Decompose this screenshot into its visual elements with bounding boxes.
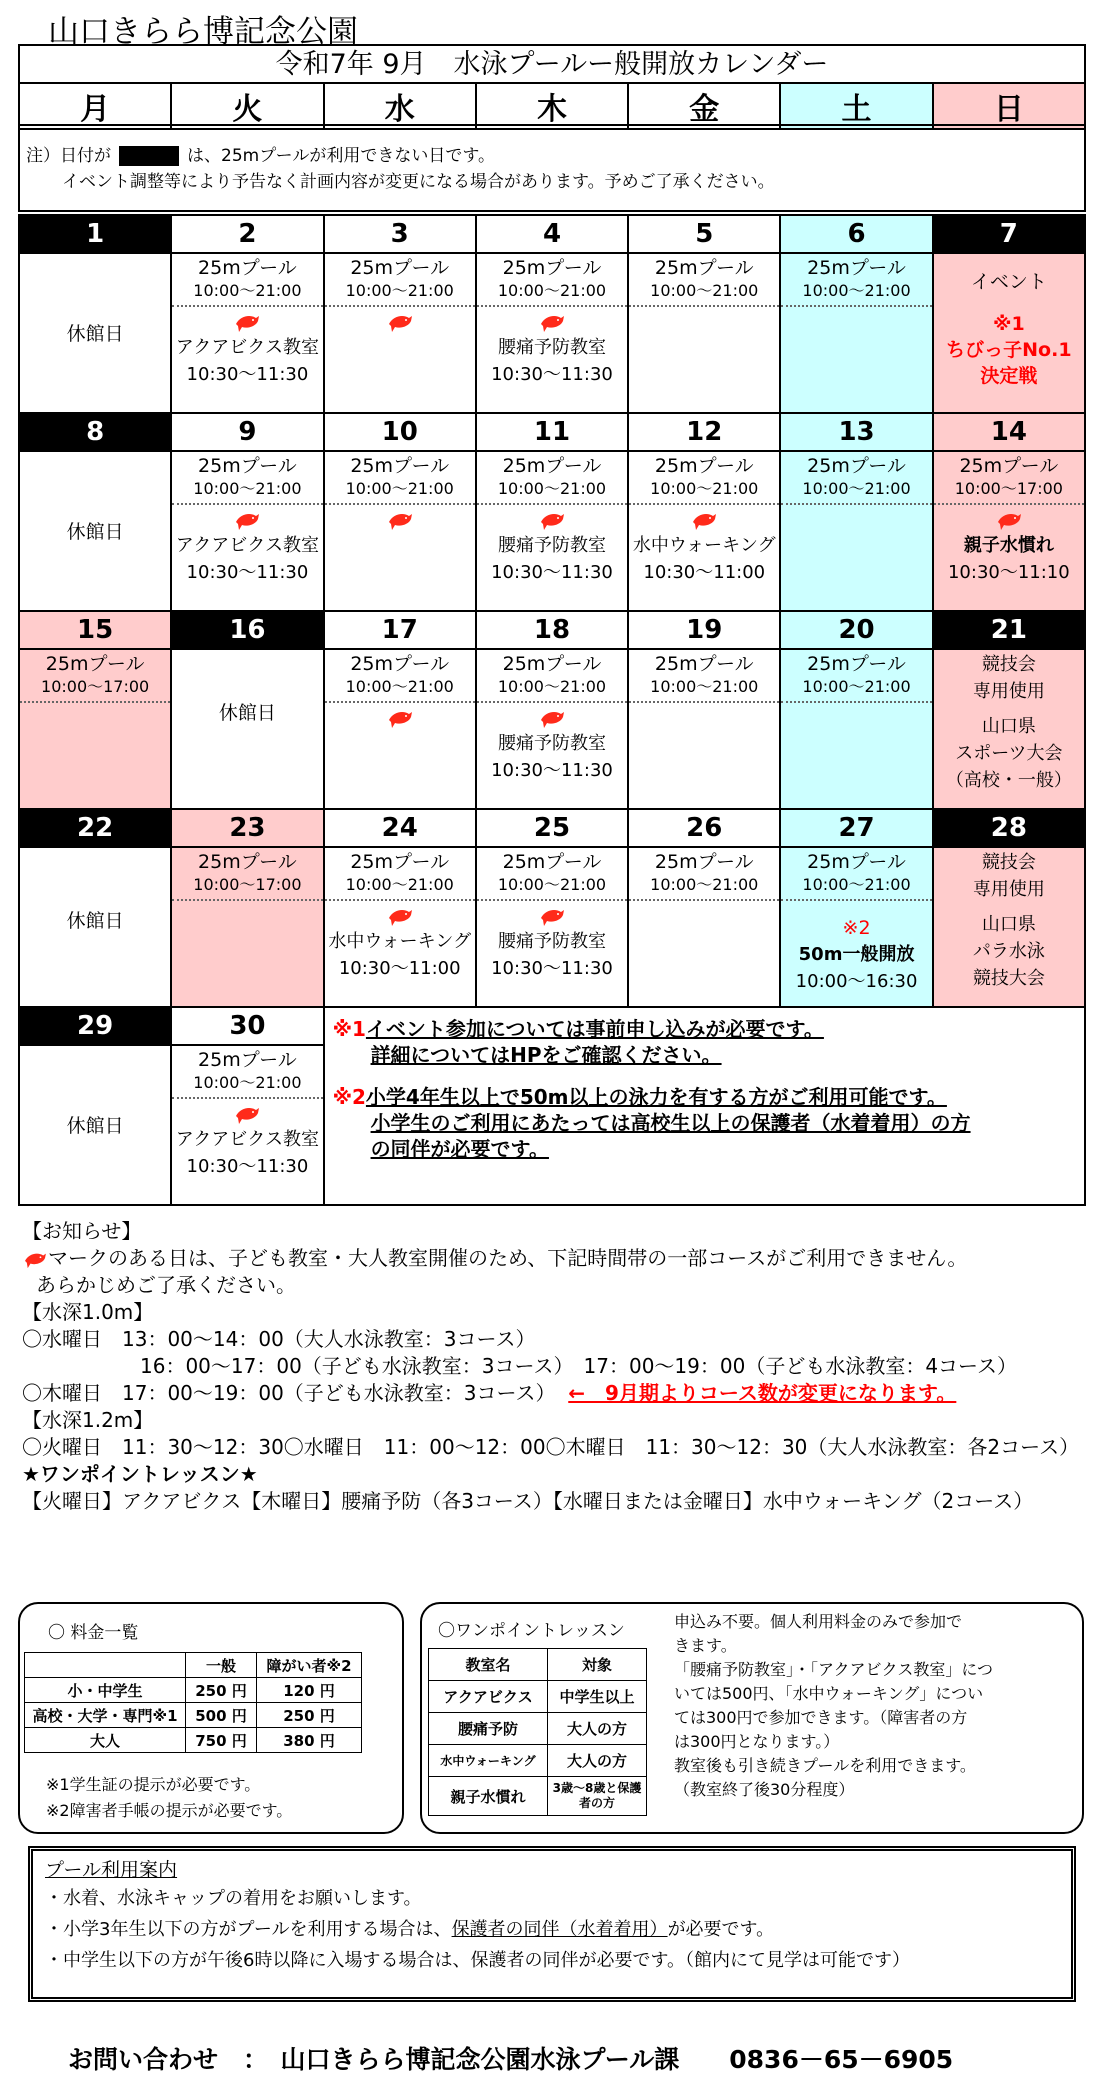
guide-line3: ・中学生以下の方が午後6時以降に入場する場合は、保護者の同伴が必要です。（館内にて見学は可能です） [45,1950,911,1971]
pool-time: 10:00〜21:00 [781,677,931,703]
dolphin-icon [996,510,1022,532]
pool-label: 25mプール [502,851,602,873]
event-name-line2: パラ水泳 [972,941,1045,962]
class-name: 腰痛予防教室 [497,535,606,556]
calendar-grid [18,214,1086,1206]
notice-box [18,124,1086,212]
class-name: 腰痛予防教室 [497,733,606,754]
pool-label: 25mプール [350,851,450,873]
pool-label: 25mプール [350,653,450,675]
op-header: 対象 [548,1649,647,1681]
day-cell [933,451,1085,611]
day-cell [171,649,323,809]
calendar-title: 令和7年 9月 水泳プールー般開放カレンダー [18,44,1086,84]
fee-note2: ※2障害者手帳の提示が必要です。 [46,1801,293,1820]
day-cell [324,847,476,1007]
day-cell [476,649,628,809]
class-name: アクアビクス教室 [175,1129,320,1150]
class-name: 腰痛予防教室 [497,931,606,952]
onepoint-desc-line: （教室終了後30分程度） [674,1780,855,1799]
black-legend-swatch [119,146,179,166]
day-number: 28 [933,809,1085,847]
notice-section [22,1218,1079,1515]
day-number: 5 [628,215,780,253]
op-header: 教室名 [429,1649,548,1681]
pool-time: 10:00〜21:00 [172,479,322,505]
day-cell [780,451,932,611]
day-number: 27 [780,809,932,847]
pool-label: 25mプール [654,257,754,279]
dolphin-icon [387,708,413,730]
day-number: 22 [19,809,171,847]
onepoint-desc-line: いては500円、「水中ウォーキング」につい [674,1684,984,1703]
day-number: 6 [780,215,932,253]
day-cell [476,451,628,611]
pool-time: 10:00〜21:00 [477,479,627,505]
day-cell [780,649,932,809]
event-name-line1: 山口県 [981,716,1036,737]
pool-time: 10:00〜21:00 [629,479,779,505]
dolphin-icon [387,906,413,928]
fee-disabled: 380 円 [257,1728,362,1753]
day-number: 1 [19,215,171,253]
event-name-line1: ちびっ子No.1 [946,339,1072,361]
onepoint-description [674,1610,1074,1802]
day-cell [19,451,171,611]
pool-time: 10:00〜21:00 [325,281,475,307]
pool-time: 10:00〜17:00 [172,875,322,901]
pool-label: 25mプール [198,257,297,279]
day-cell [324,649,476,809]
pool-guide-box [28,1846,1076,2002]
pool-label: 25mプール [807,653,906,675]
day-number: 14 [933,413,1085,451]
pool-label: 25mプール [807,455,906,477]
contact-info: お問い合わせ ： 山口きらら博記念公園水泳プール課 0836－65－6905 [68,2045,954,2074]
fee-title: 〇 料金一覧 [48,1623,139,1643]
pool-label: 25mプール [198,851,297,873]
class-time: 10:30〜11:30 [491,562,613,583]
pool-time: 10:00〜21:00 [781,281,931,307]
day-cell [19,649,171,809]
competition-label: 競技会 [981,654,1036,675]
fee-category: 大人 [25,1728,186,1753]
day-number: 3 [324,215,476,253]
onepoint-desc-line: ては300円で参加できます。（障害者の方 [674,1708,968,1727]
onepoint-table [428,1648,647,1816]
day-number: 25 [476,809,628,847]
pool-time: 10:00〜21:00 [477,875,627,901]
dolphin-icon [22,1250,48,1270]
footnotes [325,1008,1084,1162]
competition-sublabel: 専用使用 [972,879,1045,900]
pool-label: 25mプール [350,455,450,477]
fee-general: 500 円 [186,1703,257,1728]
op-class: 水中ウォーキング [429,1745,548,1777]
dolphin-icon [539,708,565,730]
day-cell [780,253,932,413]
footnote2-line3: の同伴が必要です。 [370,1137,549,1161]
day-cell [171,451,323,611]
dolphin-icon [234,312,260,334]
fee-header [25,1653,186,1678]
thu-schedule: 〇木曜日 17：00〜19：00（子ども水泳教室：3コース） [22,1381,556,1405]
class-name: アクアビクス教室 [175,535,320,556]
day-number: 18 [476,611,628,649]
class-time: 10:30〜11:10 [947,562,1070,583]
competition-sublabel: 専用使用 [972,681,1045,702]
class-time: 10:30〜11:00 [338,958,461,979]
day-number: 29 [19,1007,171,1045]
op-class: 腰痛予防 [429,1713,548,1745]
pool-time: 10:00〜21:00 [172,1073,322,1099]
event-name-line3: （高校・一般） [945,770,1072,791]
onepoint-detail: 【火曜日】アクアビクス【木曜日】腰痛予防（各3コース）【水曜日または金曜日】水中ウォーキング（2コース） [22,1489,1034,1513]
day-number: 8 [19,413,171,451]
pool-label: 25mプール [654,653,754,675]
day-cell [628,451,780,611]
day-cell [171,1045,323,1205]
event-name-line2: 決定戦 [980,365,1038,387]
class-name: 水中ウォーキング [328,931,472,952]
guide-line2a: ・小学3年生以下の方がプールを利用する場合は、 [45,1919,452,1940]
day-cell [171,847,323,1007]
dolphin-icon [539,510,565,532]
day-number: 10 [324,413,476,451]
weekday-tue: 火 [171,83,323,129]
event-note-mark: ※1 [992,313,1025,335]
fee-general: 750 円 [186,1728,257,1753]
fee-header: 一般 [186,1653,257,1678]
class-time: 10:30〜11:30 [186,1156,309,1177]
onepoint-desc-line: 教室後も引き続きプールを利用できます。 [674,1756,976,1775]
dolphin-icon [539,906,565,928]
day-number: 30 [171,1007,323,1045]
op-target: 大人の方 [548,1745,647,1777]
footnote2-line1: 小学4年生以上で50m以上の泳力を有する方がご利用可能です。 [365,1085,947,1109]
dolphin-icon [691,510,717,532]
notice-line1: マークのある日は、子ども教室・大人教室開催のため、下記時間帯の一部コースがご利用できません。 [48,1246,968,1270]
pool-label: 25mプール [502,257,602,279]
day-number: 26 [628,809,780,847]
op-target: 中学生以上 [548,1681,647,1713]
pool-time: 10:00〜21:00 [325,875,475,901]
closed-label: 休館日 [66,323,124,345]
event-name-line3: 競技大会 [972,968,1045,989]
day-cell [628,649,780,809]
class-time: 10:30〜11:00 [643,562,766,583]
day-number: 2 [171,215,323,253]
pool-time: 10:00〜21:00 [629,281,779,307]
pool-time: 10:00〜21:00 [477,281,627,307]
closed-label: 休館日 [66,521,124,543]
day-number: 21 [933,611,1085,649]
class-time: 10:30〜11:30 [491,364,613,385]
dolphin-icon [387,510,413,532]
pool-time: 10:00〜21:00 [781,875,931,901]
class-name: 親子水慣れ [963,535,1054,556]
dolphin-icon [234,510,260,532]
pool-label: 25mプール [502,653,602,675]
class-time: 10:30〜11:30 [491,958,613,979]
pool-label: 25mプール [807,851,906,873]
notice-pre: 注）日付が [26,146,111,166]
pool-label: 25mプール [502,455,602,477]
guide-line1: ・水着、水泳キャップの着用をお願いします。 [45,1888,422,1909]
footnote1-mark: ※1 [332,1017,366,1041]
pool-label: 25mプール [959,455,1059,477]
depth2-heading: 【水深1.2m】 [22,1408,154,1432]
weekday-sun: 日 [933,83,1085,129]
day-cell [476,847,628,1007]
event-name-line1: 山口県 [981,914,1036,935]
day-cell [628,253,780,413]
pool-time: 10:00〜21:00 [629,875,779,901]
guide-line2b: 保護者の同伴（水着着用） [451,1919,668,1940]
notice-post: は、25mプールが利用できない日です。 [187,146,495,166]
weekday-mon: 月 [19,83,171,129]
pool-label: 25mプール [350,257,450,279]
day-cell [933,649,1085,809]
facility-name: 山口きらら博記念公園 [48,14,358,50]
depth1-heading: 【水深1.0m】 [22,1300,154,1324]
footnote2-mark: ※2 [332,1085,366,1109]
day-number: 15 [19,611,171,649]
event-name-line2: スポーツ大会 [955,743,1063,764]
class-time: 10:30〜11:30 [186,364,309,385]
op-target: 大人の方 [548,1713,647,1745]
day-cell [780,847,932,1007]
footnote1-line2: 詳細についてはHPをご確認ください。 [370,1043,722,1067]
day-number: 19 [628,611,780,649]
class-time: 10:30〜11:30 [186,562,309,583]
pool-time: 10:00〜21:00 [172,281,322,307]
guide-line2c: が必要です。 [667,1919,775,1940]
pool-time: 10:00〜17:00 [20,677,170,703]
pool-time: 10:00〜21:00 [629,677,779,703]
notice-heading: 【お知らせ】 [22,1219,142,1243]
day-number: 11 [476,413,628,451]
onepoint-title: 〇ワンポイントレッスン [438,1621,625,1641]
fee-category: 小・中学生 [25,1678,186,1703]
op-class: アクアビクス [429,1681,548,1713]
class-name: 腰痛予防教室 [497,337,606,358]
class-name: アクアビクス教室 [175,337,320,358]
dolphin-icon [387,312,413,334]
fee-category: 高校・大学・専門※1 [25,1703,186,1728]
day-cell [476,253,628,413]
op-class: 親子水慣れ [429,1777,548,1816]
competition-label: 競技会 [981,852,1036,873]
notice-line2: あらかじめご了承ください。 [36,1273,296,1297]
pool50-time: 10:00〜16:30 [795,971,918,992]
day-number: 4 [476,215,628,253]
fee-general: 250 円 [186,1678,257,1703]
onepoint-desc-line: 「腰痛予防教室」・「アクアビクス教室」につ [674,1660,994,1679]
onepoint-desc-line: は300円となります。） [674,1732,840,1751]
pool-label: 25mプール [198,455,297,477]
guide-lines [45,1883,910,1976]
day-cell [19,253,171,413]
dolphin-icon [539,312,565,334]
day-number: 16 [171,611,323,649]
pool-label: 25mプール [198,1049,297,1071]
closed-label: 休館日 [66,1115,124,1137]
day-cell [628,847,780,1007]
pool-label: 25mプール [807,257,906,279]
weekday-header [18,82,1086,130]
weekday-sat: 土 [780,83,932,129]
day-cell [933,847,1085,1007]
dolphin-icon [234,1104,260,1126]
weekday-wed: 水 [324,83,476,129]
fee-header: 障がい者※2 [257,1653,362,1678]
footnote1-line1: イベント参加については事前申し込みが必要です。 [365,1017,824,1041]
pool-time: 10:00〜17:00 [934,479,1084,505]
day-number: 24 [324,809,476,847]
onepoint-desc-line: きます。 [674,1636,737,1655]
day-number: 20 [780,611,932,649]
day-cell [171,253,323,413]
thu-change-note: ← 9月期よりコース数が変更になります。 [568,1381,957,1405]
fee-disabled: 250 円 [257,1703,362,1728]
day-cell [19,847,171,1007]
class-time: 10:30〜11:30 [491,760,613,781]
pool-label: 25mプール [654,851,754,873]
guide-title: プール利用案内 [45,1859,178,1881]
pool-time: 10:00〜21:00 [325,677,475,703]
onepoint-heading: ★ワンポイントレッスン★ [22,1462,258,1486]
day-number: 23 [171,809,323,847]
class-name: 水中ウォーキング [632,535,776,556]
day-cell [19,1045,171,1205]
pool-label: 25mプール [45,653,145,675]
closed-label: 休館日 [66,910,124,932]
weekday-thu: 木 [476,83,628,129]
day-number: 17 [324,611,476,649]
adult-schedule: 〇火曜日 11：30〜12：30〇水曜日 11：00〜12：00〇木曜日 11：30〜12：30（大人水泳教室：各2コース） [22,1435,1080,1459]
pool-time: 10:00〜21:00 [325,479,475,505]
day-cell [324,451,476,611]
pool50-label: 50m一般開放 [798,944,915,965]
onepoint-desc-line: 申込み不要。個人利用料金のみで参加で [674,1612,963,1631]
wed-schedule-1: 〇水曜日 13：00〜14：00（大人水泳教室：3コース） [22,1327,536,1351]
fee-disabled: 120 円 [257,1678,362,1703]
day-number: 12 [628,413,780,451]
op-target: 3歳〜8歳と保護者の方 [548,1777,647,1816]
fee-note1: ※1学生証の提示が必要です。 [46,1775,261,1794]
fee-table [24,1652,362,1753]
day-number: 13 [780,413,932,451]
day-cell [324,253,476,413]
wed-schedule-2: 16：00〜17：00（子ども水泳教室：3コース） 17：00〜19：00（子ども水泳教室：4コース） [140,1354,1018,1378]
day-cell [933,253,1085,413]
note2-mark: ※2 [842,917,871,939]
notice-line2: イベント調整等により予告なく計画内容が変更になる場合があります。予めご了承ください。 [62,172,775,192]
pool-time: 10:00〜21:00 [781,479,931,505]
footnote2-line2: 小学生のご利用にあたっては高校生以上の保護者（水着着用）の方 [370,1111,971,1135]
day-number: 7 [933,215,1085,253]
pool-label: 25mプール [654,455,754,477]
day-number: 9 [171,413,323,451]
weekday-fri: 金 [628,83,780,129]
closed-label: 休館日 [218,702,276,724]
footnotes-area [324,1007,1085,1205]
event-label: イベント [970,271,1047,293]
pool-time: 10:00〜21:00 [477,677,627,703]
